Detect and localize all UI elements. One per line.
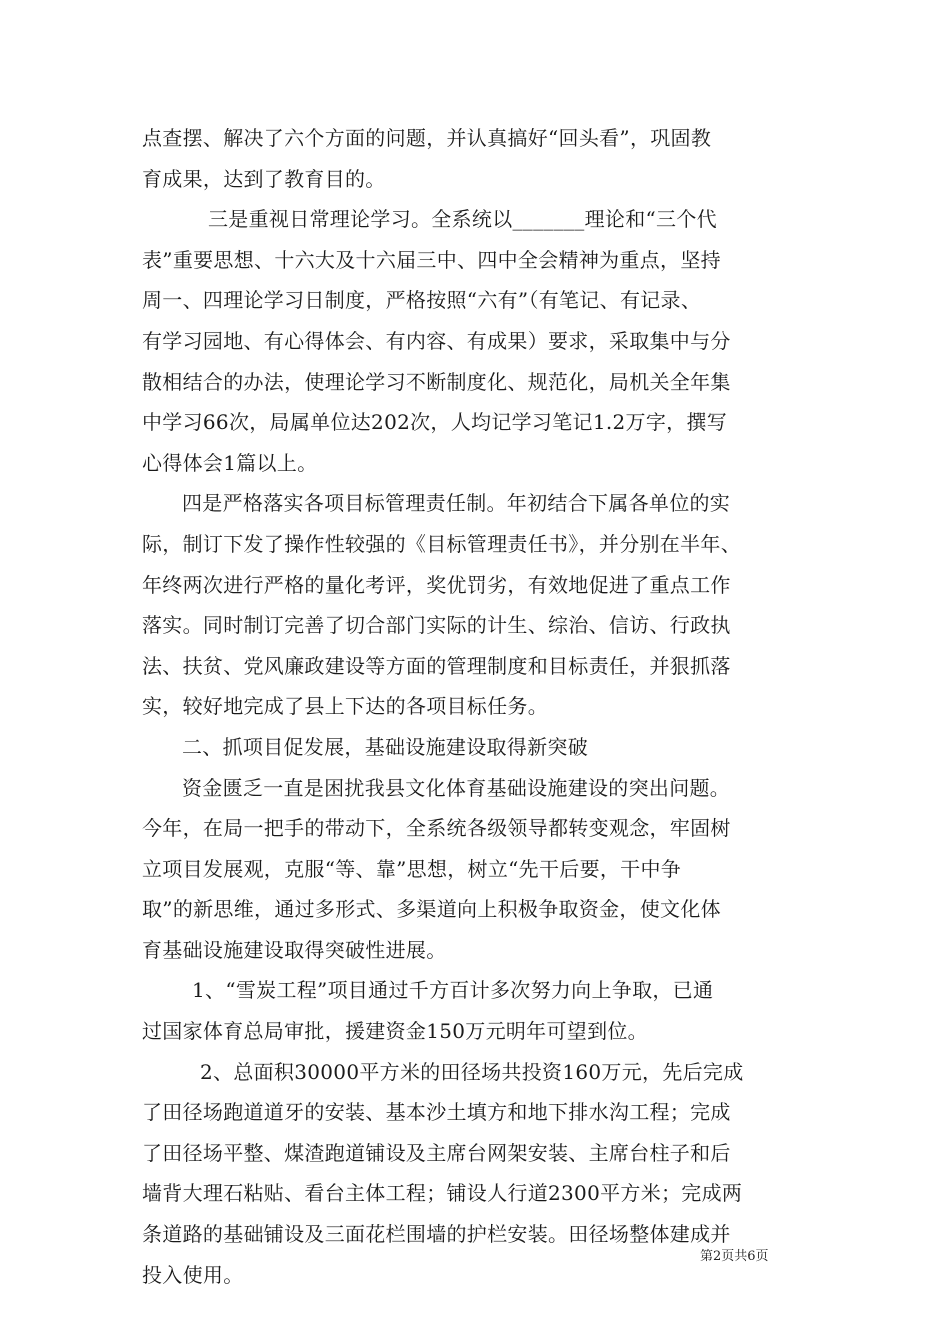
paragraph-start-line: 资金匮乏一直是困扰我县文化体育基础设施建设的突出问题。 — [182, 775, 731, 800]
text-line: 落实。同时制订完善了切合部门实际的计生、综治、信访、行政执 — [142, 613, 731, 638]
text-line: 周一、四理论学习日制度，严格按照“六有”（有笔记、有记录、 — [142, 288, 702, 313]
paragraph-start-line: 2、总面积30000平方米的田径场共投资160万元，先后完成 — [200, 1059, 744, 1084]
text-line: 年终两次进行严格的量化考评，奖优罚劣，有效地促进了重点工作 — [142, 572, 731, 597]
text-line: 散相结合的办法，使理论学习不断制度化、规范化，局机关全年集 — [142, 369, 731, 394]
text-line: 墙背大理石粘贴、看台主体工程；铺设人行道2300平方米；完成两 — [142, 1181, 743, 1206]
paragraph-start-line: 三是重视日常理论学习。全系统以_______理论和“三个代 — [208, 207, 717, 232]
text-line: 今年，在局一把手的带动下，全系统各级领导都转变观念，牢固树 — [142, 816, 731, 841]
text-line: 育成果，达到了教育目的。 — [142, 166, 386, 191]
text-line: 心得体会1篇以上。 — [142, 450, 318, 475]
text-line: 中学习66次，局属单位达202次，人均记学习笔记1.2万字，撰写 — [142, 410, 728, 435]
text-line: 条道路的基础铺设及三面花栏围墙的护栏安装。田径场整体建成并 — [142, 1222, 731, 1247]
text-line: 法、扶贫、党风廉政建设等方面的管理制度和目标责任，并狠抓落 — [142, 653, 731, 678]
text-line: 育基础设施建设取得突破性进展。 — [142, 937, 447, 962]
text-line: 了田径场平整、煤渣跑道铺设及主席台网架安装、主席台柱子和后 — [142, 1140, 731, 1165]
text-line: 有学习园地、有心得体会、有内容、有成果）要求，采取集中与分 — [142, 328, 731, 353]
text-line: 际，制订下发了操作性较强的《目标管理责任书》，并分别在半年、 — [142, 531, 741, 556]
page-number-footer: 第2页共6页 — [700, 1249, 769, 1264]
text-line: 了田径场跑道道牙的安装、基本沙土填方和地下排水沟工程；完成 — [142, 1100, 731, 1125]
section-heading: 二、抓项目促发展，基础设施建设取得新突破 — [182, 734, 588, 759]
text-line: 表”重要思想、十六大及十六届三中、四中全会精神为重点，坚持 — [142, 247, 721, 272]
paragraph-start-line: 四是严格落实各项目标管理责任制。年初结合下属各单位的实 — [182, 491, 731, 516]
text-line: 投入使用。 — [142, 1262, 244, 1287]
text-line: 过国家体育总局审批，援建资金150万元明年可望到位。 — [142, 1019, 648, 1044]
text-line: 立项目发展观，克服“等、靠”思想，树立“先干后要，干中争 — [142, 856, 682, 881]
text-line: 实，较好地完成了县上下达的各项目标任务。 — [142, 694, 548, 719]
text-line: 取”的新思维，通过多形式、多渠道向上积极争取资金，使文化体 — [142, 897, 721, 922]
document-body — [142, 118, 830, 1295]
text-line: 点查摆、解决了六个方面的问题，并认真搞好“回头看”，巩固教 — [142, 126, 712, 150]
paragraph-start-line: 1、“雪炭工程”项目通过千方百计多次努力向上争取，已通 — [192, 978, 714, 1003]
